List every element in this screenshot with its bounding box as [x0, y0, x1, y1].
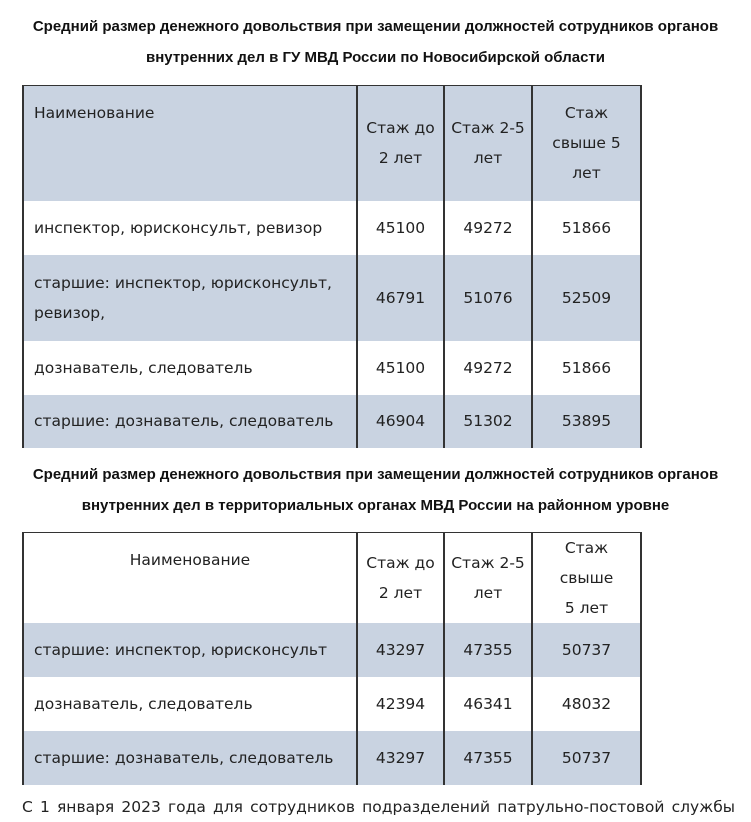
row-name: старшие: инспектор, юрисконсульт	[23, 623, 357, 677]
row-value-2-5: 46341	[444, 677, 532, 731]
row-value-over-5: 51866	[532, 341, 641, 395]
row-value-over-5: 48032	[532, 677, 641, 731]
table-header-row	[23, 533, 641, 624]
row-value-under-2: 46791	[357, 255, 444, 341]
table2-caption	[0, 459, 751, 521]
table-row	[23, 623, 641, 677]
row-value-over-5: 50737	[532, 623, 641, 677]
row-value-under-2: 43297	[357, 731, 444, 785]
body-paragraph: С 1 января 2023 года для сотрудников подразделений патрульно-постовой службы	[22, 798, 735, 816]
row-value-over-5: 51866	[532, 201, 641, 255]
salary-table-regional	[22, 85, 642, 448]
header-experience-over-5: Стаж свыше 5 лет	[532, 86, 641, 201]
row-name: дознаватель, следователь	[23, 677, 357, 731]
row-name: старшие: инспектор, юрисконсульт, ревизор,	[23, 255, 357, 341]
row-value-2-5: 51076	[444, 255, 532, 341]
header-experience-under-2: Стаж до 2 лет	[357, 86, 444, 201]
row-value-2-5: 51302	[444, 395, 532, 448]
header-experience-2-5: Стаж 2-5 лет	[444, 533, 532, 624]
row-value-under-2: 45100	[357, 201, 444, 255]
header-name: Наименование	[23, 533, 357, 624]
header-name: Наименование	[23, 86, 357, 201]
table1-caption-line1: Средний размер денежного довольствия при замещении должностей сотрудников органов	[32, 18, 719, 35]
salary-table-district	[22, 532, 642, 785]
row-value-under-2: 45100	[357, 341, 444, 395]
table-row	[23, 201, 641, 255]
row-value-under-2: 46904	[357, 395, 444, 448]
row-name: старшие: дознаватель, следователь	[23, 731, 357, 785]
row-value-2-5: 49272	[444, 201, 532, 255]
table2-caption-line1: Средний размер денежного довольствия при замещении должностей сотрудников органов	[32, 466, 719, 483]
row-value-2-5: 49272	[444, 341, 532, 395]
row-name: старшие: дознаватель, следователь	[23, 395, 357, 448]
table1-caption	[0, 11, 751, 73]
table-row	[23, 255, 641, 341]
table-row	[23, 395, 641, 448]
header-experience-2-5: Стаж 2-5 лет	[444, 86, 532, 201]
table2-caption-line2: внутренних дел в территориальных органах МВД России на районном уровне	[81, 497, 670, 514]
row-name: инспектор, юрисконсульт, ревизор	[23, 201, 357, 255]
row-value-over-5: 53895	[532, 395, 641, 448]
table-header-row	[23, 86, 641, 201]
table-row	[23, 677, 641, 731]
row-value-over-5: 50737	[532, 731, 641, 785]
row-value-2-5: 47355	[444, 623, 532, 677]
row-value-2-5: 47355	[444, 731, 532, 785]
row-value-under-2: 43297	[357, 623, 444, 677]
table-row	[23, 341, 641, 395]
table-row	[23, 731, 641, 785]
row-value-under-2: 42394	[357, 677, 444, 731]
table1-caption-line2: внутренних дел в ГУ МВД России по Новосибирской области	[146, 49, 605, 66]
row-value-over-5: 52509	[532, 255, 641, 341]
row-name: дознаватель, следователь	[23, 341, 357, 395]
header-experience-over-5: Стаж свыше 5 лет	[532, 533, 641, 624]
header-experience-under-2: Стаж до 2 лет	[357, 533, 444, 624]
